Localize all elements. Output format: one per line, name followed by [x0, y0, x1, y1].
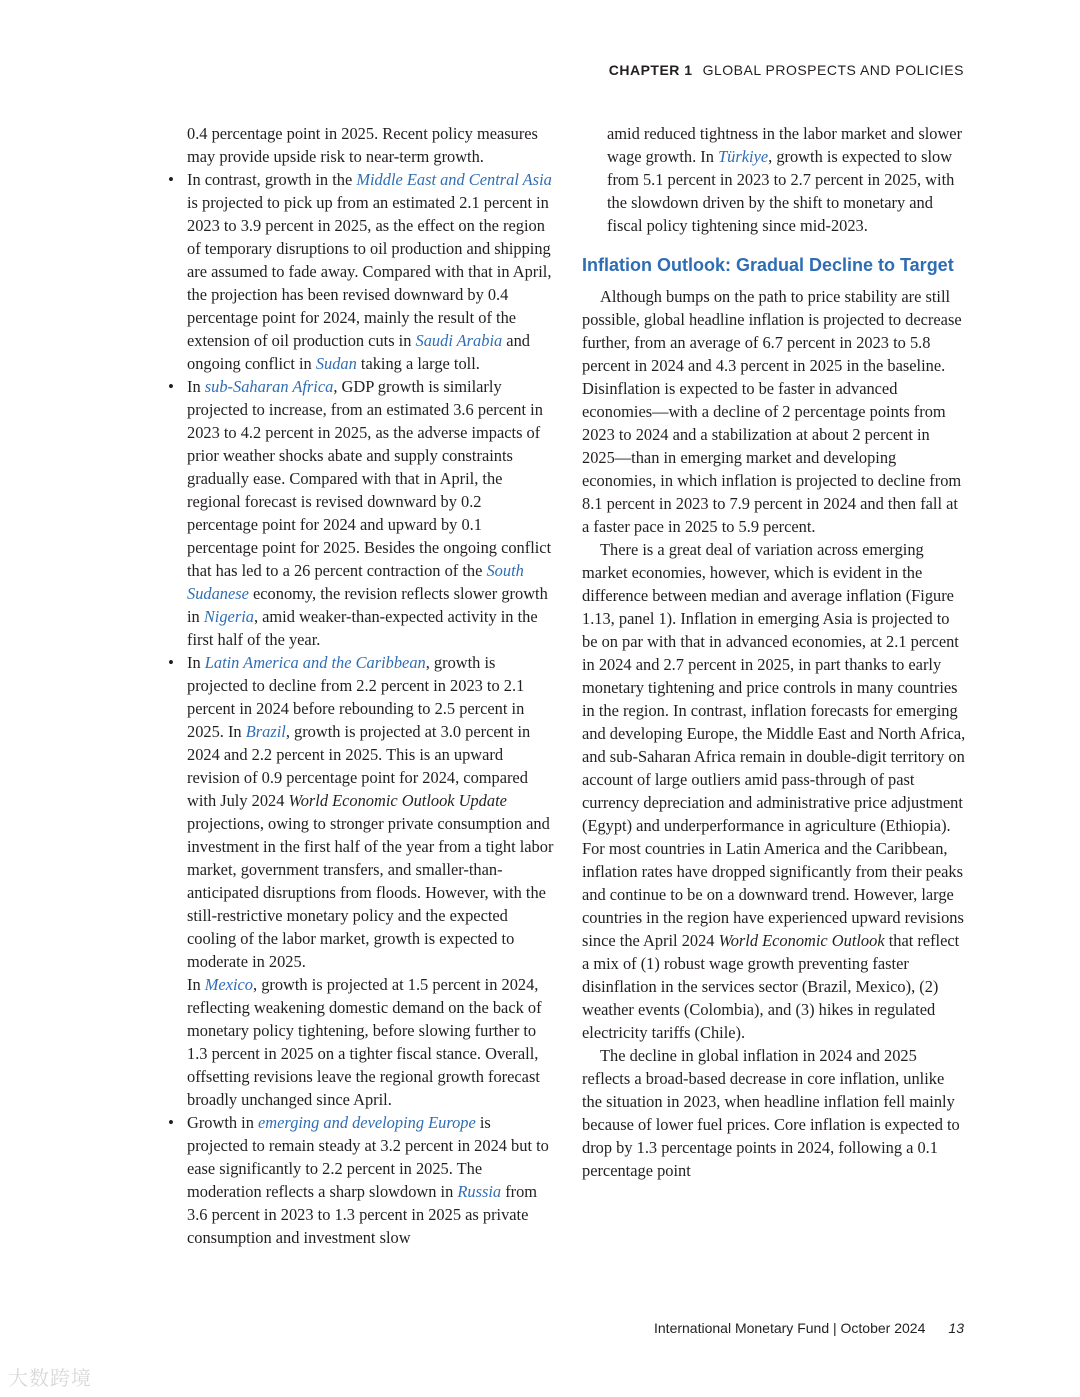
link-turkiye[interactable]: Türkiye: [718, 147, 769, 166]
text-run: In contrast, growth in the: [187, 170, 357, 189]
link-mexico[interactable]: Mexico: [204, 975, 253, 994]
watermark: 大数跨境: [8, 1366, 92, 1390]
bullet-sub-saharan-africa: [162, 375, 554, 651]
paragraph-emerging-variation: [582, 538, 966, 1044]
text-run: amid reduced tightness in the labor market and slower wage growth. In: [607, 124, 963, 166]
text-run: In: [187, 975, 205, 994]
link-latin-america-caribbean[interactable]: Latin America and the Caribbean: [204, 653, 426, 672]
text-run: Growth in: [187, 1113, 259, 1132]
chapter-title: GLOBAL PROSPECTS AND POLICIES: [702, 62, 964, 78]
link-middle-east-central-asia[interactable]: Middle East and Central Asia: [356, 170, 552, 189]
text-run: that reflect a mix of (1) robust wage growth preventing faster disinflation in the services sector (Brazil, Mexico), (2) weather events (Colombia), and (3) hikes in regulated electricity tariffs (Chile).: [582, 931, 960, 1042]
latin-america-continuation: [162, 973, 554, 1111]
regional-bullet-list-2: [162, 1111, 554, 1249]
text-run: , amid weaker-than-expected activity in the first half of the year.: [187, 607, 538, 649]
link-nigeria[interactable]: Nigeria: [203, 607, 254, 626]
link-sub-saharan-africa[interactable]: sub-Saharan Africa: [204, 377, 334, 396]
publication-title-italic: World Economic Outlook: [718, 931, 885, 950]
text-run: economy, the revision reflects slower growth in: [187, 584, 548, 626]
link-saudi-arabia[interactable]: Saudi Arabia: [415, 331, 503, 350]
text-run: and ongoing conflict in: [187, 331, 530, 373]
section-heading-inflation-outlook: Inflation Outlook: Gradual Decline to Target: [582, 255, 954, 275]
running-head: [609, 62, 964, 78]
text-run: , growth is projected at 1.5 percent in 2024, reflecting weakening domestic demand on the back of monetary policy tightening, before slowing further to 1.3 percent in 2025 on a tighter fiscal stance. Overall, offsetting revisions leave the regional growth forecast broadly unchanged since April.: [187, 975, 542, 1109]
text-run: taking a large toll.: [356, 354, 480, 373]
footer-publication: International Monetary Fund | October 2024: [654, 1320, 926, 1336]
chapter-label: CHAPTER 1: [608, 62, 693, 78]
text-run: , growth is projected to decline from 2.2 percent in 2023 to 2.1 percent in 2024 before rebounding to 2.5 percent in 2025. In: [187, 653, 525, 741]
bullet-middle-east-central-asia: [162, 168, 554, 375]
text-run: In: [187, 377, 205, 396]
text-run: , growth is projected at 3.0 percent in 2024 and 2.2 percent in 2025. This is an upward revision of 0.9 percentage point for 2024, compared with July 2024: [187, 722, 531, 810]
right-column: [582, 122, 966, 1182]
bullet-latin-america-caribbean: [162, 651, 554, 973]
text-run: There is a great deal of variation across emerging market economies, however, which is evident in the difference between median and average inflation (Figure 1.13, panel 1). Inflation in emerging Asia is projected to be on par with that in advanced economies, at 2.1 percent in 2024 and 2.7 percent in 2025, in part thanks to early monetary tightening and price controls in many countries in the region. In contrast, inflation forecasts for emerging and developing Europe, the Middle East and North Africa, and sub-Saharan Africa remain in double-digit territory on account of large outliers amid pass-through of past currency depreciation and administrative price adjustment (Egypt) and underperformance in agriculture (Ethiopia). For most countries in Latin America and the Caribbean, inflation rates have dropped significantly from their peaks and continue to be on a downward trend. However, large countries in the region have experienced upward revisions since the April 2024: [582, 540, 966, 950]
publication-title-italic: World Economic Outlook Update: [288, 791, 507, 810]
left-continuation-paragraph: 0.4 percentage point in 2025. Recent policy measures may provide upside risk to near-term growth.: [187, 124, 538, 166]
text-run: from 3.6 percent in 2023 to 1.3 percent in 2025 as private consumption and investment slow: [187, 1182, 538, 1247]
link-south-sudanese[interactable]: South Sudanese: [187, 561, 524, 603]
link-russia[interactable]: Russia: [457, 1182, 502, 1201]
right-continuation-paragraph: [582, 122, 966, 237]
paragraph-core-inflation: The decline in global inflation in 2024 and 2025 reflects a broad-based decrease in core inflation, unlike the situation in 2023, when headline inflation fell mainly because of lower fuel prices. Core inflation is expected to drop by 1.3 percentage points in 2024, following a 0.1 percentage point: [582, 1046, 960, 1180]
bullet-emerging-developing-europe: [162, 1111, 554, 1249]
regional-bullet-list: [162, 168, 554, 973]
text-run: is projected to pick up from an estimated 2.1 percent in 2023 to 3.9 percent in 2025, as the effect on the region of temporary disruptions to oil production and shipping are assumed to fade away. Compared with that in April, the projection has been revised downward by 0.4 percentage point for 2024, mainly the result of the extension of oil production cuts in: [187, 193, 552, 350]
link-emerging-developing-europe[interactable]: emerging and developing Europe: [258, 1113, 476, 1132]
text-run: projections, owing to stronger private consumption and investment in the first half of the year from a tight labor market, government transfers, and smaller-than-anticipated disruptions from floods. However, with the still-restrictive monetary policy and the expected cooling of the labor market, growth is expected to moderate in 2025.: [187, 814, 554, 971]
text-run: is projected to remain steady at 3.2 percent in 2024 but to ease significantly to 2.2 percent in 2025. The moderation reflects a sharp slowdown in: [187, 1113, 549, 1201]
text-run: In: [187, 653, 205, 672]
text-run: , GDP growth is similarly projected to increase, from an estimated 3.6 percent in 2023 to 4.2 percent in 2025, as the adverse impacts of prior weather shocks abate and supply constraints gradually ease. Compared with that in April, the regional forecast is revised downward by 0.2 percentage point for 2024 and upward by 0.1 percentage point for 2025. Besides the ongoing conflict that has led to a 26 percent contraction of the: [187, 377, 552, 580]
page-number: 13: [948, 1320, 964, 1336]
left-column: [162, 122, 554, 1249]
paragraph-global-inflation: Although bumps on the path to price stability are still possible, global headline inflation is projected to decrease further, from an average of 6.7 percent in 2023 to 5.8 percent in 2024 and 4.3 percent in 2025 in the baseline. Disinflation is expected to be faster in advanced economies—with a decline of 2 percentage points from 2023 to 2024 and a stabilization at about 2 percent in 2025—than in emerging market and developing economies, in which inflation is projected to decline from 8.1 percent in 2023 to 7.9 percent in 2024 and then fall at a faster pace in 2025 to 5.9 percent.: [582, 287, 962, 536]
link-brazil[interactable]: Brazil: [245, 722, 286, 741]
link-sudan[interactable]: Sudan: [315, 354, 357, 373]
text-run: , growth is expected to slow from 5.1 percent in 2023 to 2.7 percent in 2025, with the slowdown driven by the shift to monetary and fiscal policy tightening since mid-2023.: [607, 147, 955, 235]
